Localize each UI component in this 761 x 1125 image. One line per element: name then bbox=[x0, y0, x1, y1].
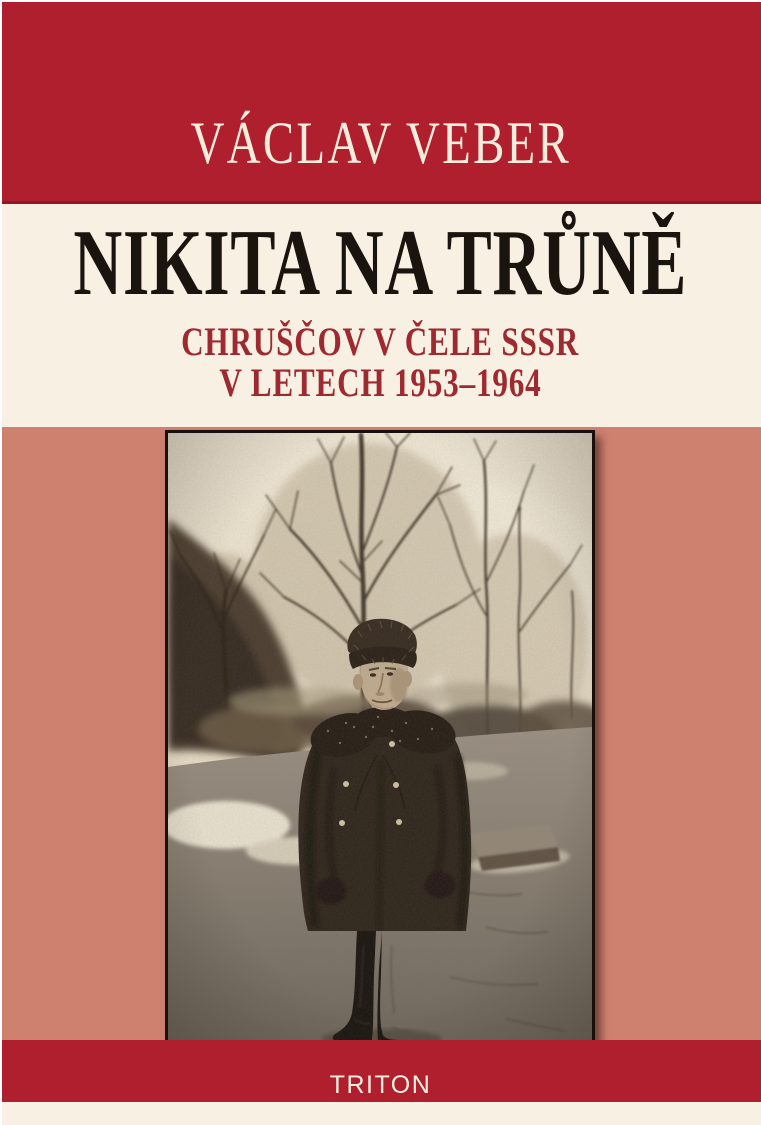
bottom-margin bbox=[0, 1102, 761, 1125]
outer-border-left bbox=[0, 0, 2, 1125]
book-title: NIKITA NA TRŮNĚ bbox=[73, 211, 688, 315]
author-band bbox=[0, 0, 761, 204]
publisher-band bbox=[0, 1040, 761, 1102]
publisher-name: TRITON bbox=[329, 1071, 432, 1099]
photo-band bbox=[0, 427, 761, 1040]
author-name: VÁCLAV VEBER bbox=[190, 110, 571, 176]
outer-border-top bbox=[0, 0, 761, 2]
book-subtitle-line1: CHRUŠČOV V ČELE SSSR bbox=[181, 319, 580, 364]
cover-photograph bbox=[165, 430, 595, 1075]
photo-illustration bbox=[168, 433, 592, 1072]
book-subtitle-line2: V LETECH 1953–1964 bbox=[219, 359, 542, 405]
title-band bbox=[0, 204, 761, 427]
